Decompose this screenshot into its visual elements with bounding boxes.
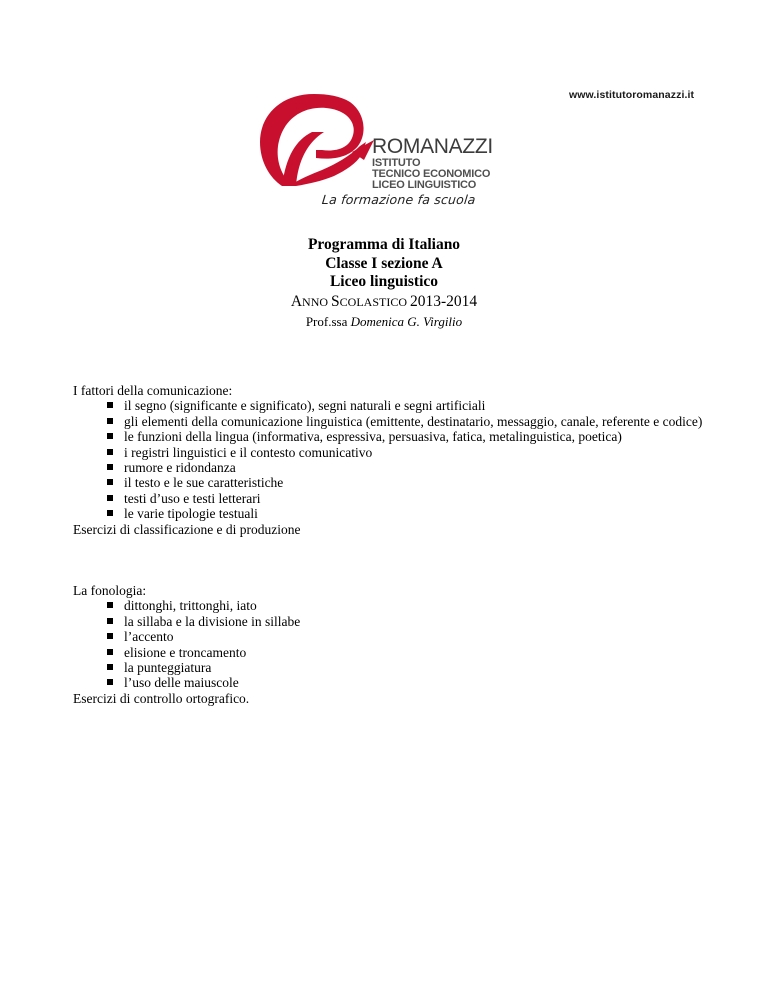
brand-line-liceo: LICEO LINGUISTICO — [372, 179, 477, 191]
square-bullet-icon — [107, 495, 113, 501]
website-url: www.istitutoromanazzi.it — [569, 89, 695, 101]
square-bullet-icon — [107, 602, 113, 608]
brand-name: ROMANAZZI — [372, 135, 493, 158]
title-course: Liceo linguistico — [329, 273, 439, 290]
square-bullet-icon — [107, 633, 113, 639]
square-bullet-icon — [107, 464, 113, 470]
section-fonologia — [73, 583, 733, 706]
list-item: l’uso delle maiuscole — [107, 675, 733, 690]
square-bullet-icon — [107, 433, 113, 439]
list-item: rumore e ridondanza — [107, 460, 733, 475]
square-bullet-icon — [107, 510, 113, 516]
list-item: il segno (significante e significato), segni naturali e segni artificiali — [107, 398, 733, 413]
square-bullet-icon — [107, 618, 113, 624]
list-item: le funzioni della lingua (informativa, espressiva, persuasiva, fatica, metalinguistica, poetica) — [107, 429, 733, 444]
square-bullet-icon — [107, 402, 113, 408]
professor-line — [0, 314, 768, 330]
list-item: elisione e troncamento — [107, 645, 733, 660]
list-item: dittonghi, trittonghi, iato — [107, 598, 733, 613]
list-item: la punteggiatura — [107, 660, 733, 675]
square-bullet-icon — [107, 649, 113, 655]
list-item: il testo e le sue caratteristiche — [107, 475, 733, 490]
square-bullet-icon — [107, 479, 113, 485]
brand-line-tecnico: TECNICO ECONOMICO — [372, 168, 491, 180]
list-item: le varie tipologie testuali — [107, 506, 733, 521]
document-title — [0, 236, 768, 312]
section-footer: Esercizi di controllo ortografico. — [73, 690, 250, 706]
brand-tagline: La formazione fa scuola — [321, 192, 477, 207]
square-bullet-icon — [107, 449, 113, 455]
list-item: testi d’uso e testi letterari — [107, 491, 733, 506]
section-comunicazione — [73, 383, 733, 537]
square-bullet-icon — [107, 418, 113, 424]
professor-name: Domenica G. Virgilio — [350, 314, 463, 329]
square-bullet-icon — [107, 679, 113, 685]
section-list — [73, 398, 733, 521]
list-item: l’accento — [107, 629, 733, 644]
professor-prefix: Prof.ssa — [305, 314, 351, 329]
section-heading: La fonologia: — [73, 583, 147, 598]
list-item: la sillaba e la divisione in sillabe — [107, 614, 733, 629]
title-class: Classe I sezione A — [325, 254, 443, 272]
brand-line-istituto: ISTITUTO — [372, 157, 421, 169]
section-list — [73, 598, 733, 690]
title-school-year: ANNO SCOLASTICO 2013-2014 — [290, 292, 478, 310]
list-item: i registri linguistici e il contesto comunicativo — [107, 445, 733, 460]
square-bullet-icon — [107, 664, 113, 670]
title-subject: Programma di Italiano — [307, 236, 461, 253]
section-footer: Esercizi di classificazione e di produzione — [73, 521, 301, 537]
section-heading: I fattori della comunicazione: — [73, 383, 233, 398]
list-item: gli elementi della comunicazione linguistica (emittente, destinatario, messaggio, canale, referente e codice) — [107, 414, 733, 429]
